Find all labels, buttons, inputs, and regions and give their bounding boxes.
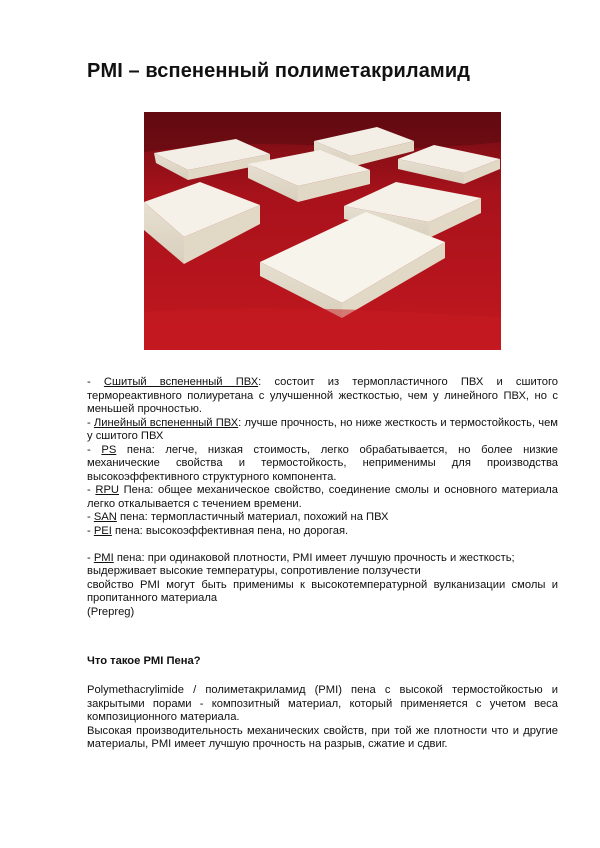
page-title: PMI – вспененный полиметакриламид [87,60,471,82]
section-body [87,684,558,752]
list-item-term: SAN [93,511,117,523]
section-paragraph: Polymethacrylimide / полиметакриламид (PMI) пена с высокой термостойкостью и закрытыми порами - композитный материал, который применяется с учетом веса композиционного материала. [87,684,558,723]
list-item-term: Сшитый вспененный ПВХ [103,376,259,388]
list-item: - Сшитый вспененный ПВХ: состоит из термопластичного ПВХ и сшитого термореактивного полиуретана с улучшенной жесткостью, чем у линейного ПВХ, но с меньшей прочностью. [87,376,559,415]
list-item: - PEI пена: высокоэффективная пена, но дорогая. [87,524,349,537]
foam-panels-image [144,112,501,350]
foam-panels-photo [144,112,501,350]
list-item-term: RPU [95,484,119,496]
section-heading: Что такое PMI Пена? [87,655,201,667]
pmi-line: (Prepreg) [87,605,135,618]
list-item-term: PS [101,443,117,456]
list-item: - RPU Пена: общее механическое свойство, соединение смолы и основного материала легко откалывается с течением времени. [87,484,559,510]
list-item-term: PEI [93,524,112,537]
list-item-term: Линейный вспененный ПВХ [93,416,239,429]
list-item: - PS пена: легче, низкая стоимость, легко обрабатывается, но более низкие механические свойства и термостойкость, неприменимы для производства высокоэффективного структурного компонента. [87,443,559,483]
pmi-term: PMI [93,551,114,564]
section-paragraph: Высокая производительность механических свойств, при той же плотности что и другие материалы, PMI имеет лучшую прочность на разрыв, сжатие и сдвиг. [87,724,558,750]
pmi-paragraph: - PMI пена: при одинаковой плотности, PMI имеет лучшую прочность и жесткость; [87,551,515,564]
pmi-line: выдерживает высокие температуры, сопротивление ползучести [87,565,421,577]
foam-types-list [87,376,558,619]
list-item: - SAN пена: термопластичный материал, похожий на ПВХ [87,511,389,523]
pmi-line: свойство PMI могут быть применимы к высокотемпературной вулканизации смолы и пропитанного материала [87,578,558,604]
list-item: - Линейный вспененный ПВХ: лучше прочность, но ниже жесткость и термостойкость, чем у сшитого ПВХ [87,416,558,442]
